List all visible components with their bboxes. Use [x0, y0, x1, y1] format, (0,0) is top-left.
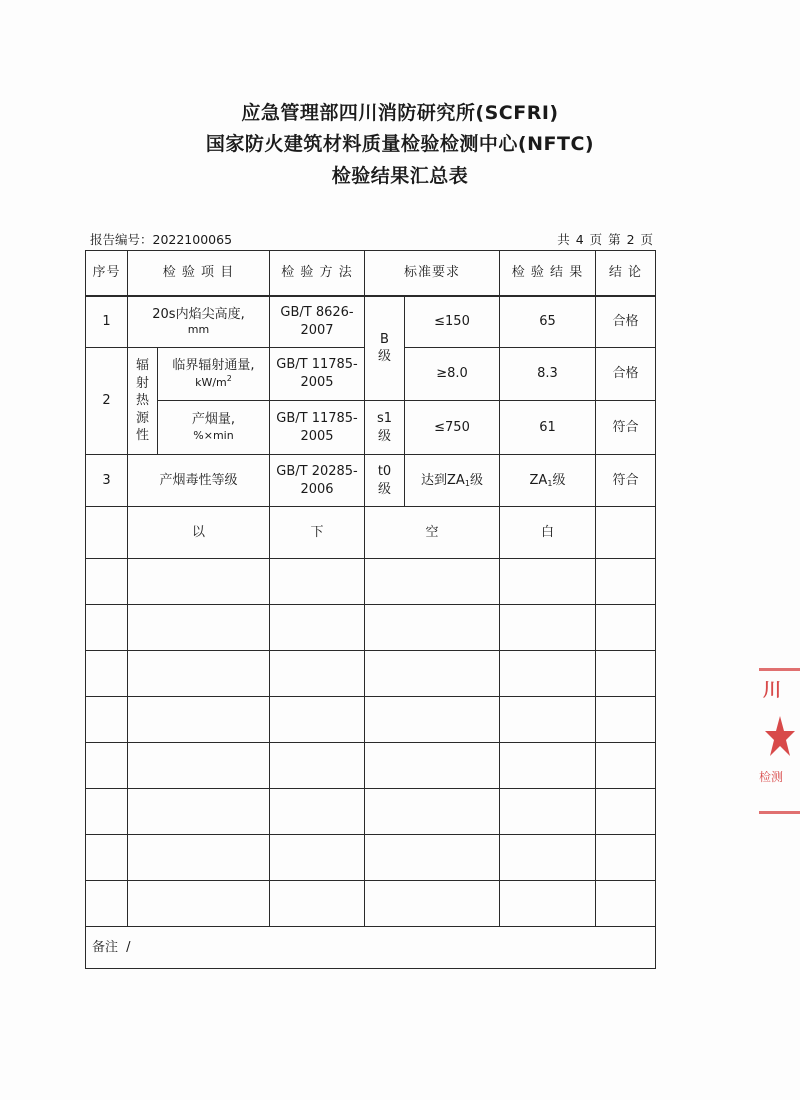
empty-row	[86, 605, 656, 651]
center-title: 国家防火建筑材料质量检验检测中心(NFTC)	[205, 133, 595, 155]
group-char: 性	[135, 428, 149, 444]
row2b-method	[270, 401, 365, 455]
group-char: 源	[135, 410, 149, 426]
remark-cell	[86, 927, 656, 969]
row1-conclusion: 合格	[596, 296, 656, 348]
remark-value: /	[126, 939, 131, 955]
row3-method-line2: 2006	[300, 481, 334, 497]
star-icon	[765, 716, 795, 761]
row2b-item	[158, 401, 270, 455]
result-subscript: 1	[547, 478, 553, 488]
row2a-item-line2	[158, 374, 269, 391]
class-b-line1: B	[380, 331, 389, 347]
row2a-item	[158, 348, 270, 401]
institute-title: 应急管理部四川消防研究所(SCFRI)	[241, 102, 559, 124]
seal-text-bottom: 检测	[759, 770, 784, 784]
row2b-item-line2: %×min	[193, 428, 234, 442]
class-s1-line2: 级	[377, 428, 391, 444]
row1-item-line1: 20s内焰尖高度,	[152, 306, 245, 322]
blank-marker-4: 白	[500, 507, 596, 559]
class-t0-line1: t0	[377, 463, 392, 479]
row1-item-line2: mm	[187, 323, 210, 337]
header-item: 检 验 项 目	[128, 251, 270, 296]
row2a-method	[270, 348, 365, 401]
empty-cell	[596, 507, 656, 559]
unit-superscript: 2	[226, 374, 232, 384]
row3-requirement	[405, 455, 500, 507]
row3-seq: 3	[86, 455, 128, 507]
page-info: 共 4 页 第 2 页	[557, 232, 654, 247]
results-table	[85, 250, 656, 969]
remark-label: 备注	[92, 939, 119, 955]
row2-seq: 2	[86, 348, 128, 455]
row2-group-label	[128, 348, 158, 455]
blank-marker-1: 以	[128, 507, 270, 559]
empty-row	[86, 697, 656, 743]
empty-cell	[86, 507, 128, 559]
table-title: 检验结果汇总表	[331, 165, 469, 187]
empty-row	[86, 559, 656, 605]
row2a-item-line1: 临界辐射通量,	[172, 357, 255, 373]
row1-method-line2: 2007	[300, 322, 334, 338]
class-s1-line1: s1	[376, 410, 393, 426]
row3-result	[500, 455, 596, 507]
empty-row	[86, 651, 656, 697]
class-t0-line2: 级	[377, 481, 391, 497]
row1-result: 65	[500, 296, 596, 348]
row1-method-line1: GB/T 8626-	[280, 305, 354, 321]
result-text: ZA	[529, 472, 548, 488]
row2b-method-line2: 2005	[300, 428, 334, 444]
row1-method	[270, 296, 365, 348]
header-method: 检 验 方 法	[270, 251, 365, 296]
row2a-result: 8.3	[500, 348, 596, 401]
row2a-method-line1: GB/T 11785-	[276, 357, 358, 373]
result-suffix: 级	[552, 472, 566, 488]
class-b-cell	[365, 296, 405, 401]
header-result: 检 验 结 果	[500, 251, 596, 296]
seal-border	[759, 811, 800, 814]
row3-method	[270, 455, 365, 507]
req-subscript: 1	[464, 478, 470, 488]
group-char: 射	[135, 375, 149, 391]
row2a-conclusion: 合格	[596, 348, 656, 401]
header-conclusion: 结 论	[596, 251, 656, 296]
row3-item: 产烟毒性等级	[128, 455, 270, 507]
class-t0-cell	[365, 455, 405, 507]
blank-marker-2: 下	[270, 507, 365, 559]
row2a-method-line2: 2005	[300, 375, 334, 390]
empty-row	[86, 881, 656, 927]
official-seal	[755, 668, 800, 818]
row2b-item-line1: 产烟量,	[191, 412, 236, 428]
document-header	[0, 104, 800, 186]
group-char: 热	[135, 393, 149, 409]
class-b-line2: 级	[377, 349, 391, 365]
seal-border	[759, 668, 800, 671]
row2b-conclusion: 符合	[596, 401, 656, 455]
table-row	[86, 455, 656, 507]
blank-marker-row	[86, 507, 656, 559]
table-row	[86, 401, 656, 455]
row1-item	[128, 296, 270, 348]
empty-row	[86, 835, 656, 881]
class-s1-cell	[365, 401, 405, 455]
unit-text: kW/m	[195, 376, 227, 390]
report-number: 报告编号：2022100065	[90, 232, 233, 247]
row2a-requirement: ≥8.0	[405, 348, 500, 401]
row1-seq: 1	[86, 296, 128, 348]
remark-row	[86, 927, 656, 969]
empty-row	[86, 789, 656, 835]
seal-text-top: 川	[763, 680, 781, 701]
row2b-result: 61	[500, 401, 596, 455]
blank-marker-3: 空	[365, 507, 500, 559]
req-suffix: 级	[469, 472, 483, 488]
header-row	[86, 251, 656, 296]
header-standard: 标准要求	[365, 251, 500, 296]
req-text: 达到ZA	[421, 472, 465, 488]
row3-method-line1: GB/T 20285-	[276, 463, 358, 479]
header-seq: 序号	[86, 251, 128, 296]
group-char: 辐	[135, 358, 149, 374]
row1-requirement: ≤150	[405, 296, 500, 348]
row2b-method-line1: GB/T 11785-	[276, 410, 358, 426]
empty-row	[86, 743, 656, 789]
row3-conclusion: 符合	[596, 455, 656, 507]
row2b-requirement: ≤750	[405, 401, 500, 455]
table-row	[86, 296, 656, 348]
